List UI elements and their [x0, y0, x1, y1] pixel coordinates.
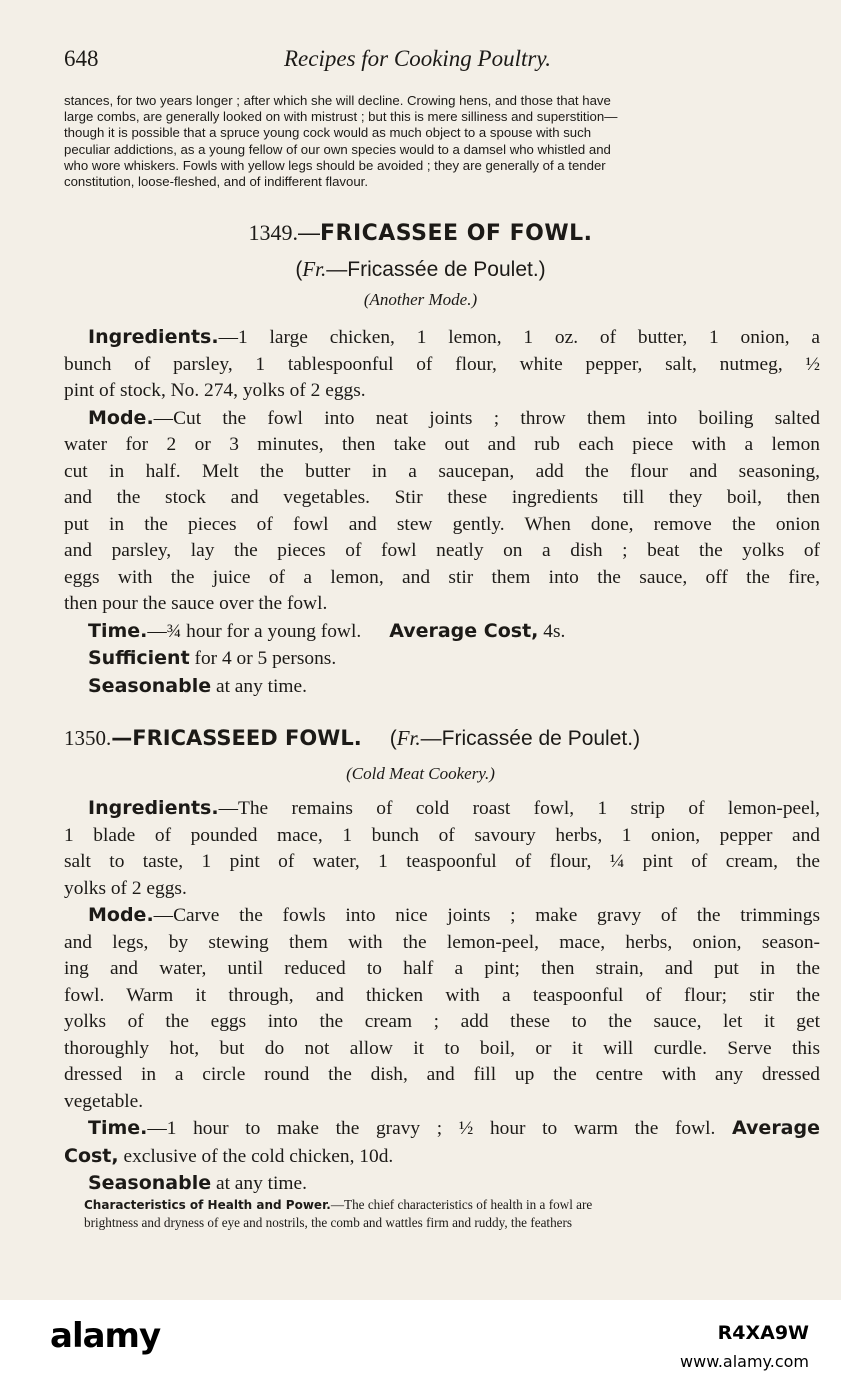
recipe-1350-french-name: (Fr.—Fricassée de Poulet.) [389, 726, 641, 750]
seasonable-line: Seasonable at any time. [88, 674, 307, 697]
cost-line: Cost, exclusive of the cold chicken, 10d. [64, 1144, 394, 1167]
site-url: www.alamy.com [680, 1352, 809, 1371]
running-title: Recipes for Cooking Poultry. [284, 46, 552, 71]
cost-label-2: Cost, [64, 1144, 119, 1167]
french-label: Fr. [302, 257, 327, 281]
mode-line: and parsley, lay the pieces of fowl neatly on a dish ; beat the yolks of [64, 540, 820, 561]
ingredients-label: Ingredients. [88, 326, 219, 348]
cost-label: Average Cost, [389, 619, 539, 642]
note-line: Characteristics of Health and Power.—The chief characteristics of health in a fowl are [84, 1197, 593, 1212]
seasonable-label: Seasonable [88, 1172, 212, 1194]
ingredients-label: Ingredients. [88, 797, 219, 819]
alamy-logo: alamy [50, 1316, 161, 1356]
french-name: —Fricassée de Poulet.) [326, 258, 546, 281]
ingredients-line: yolks of 2 eggs. [64, 877, 187, 899]
mode-line: vegetable. [64, 1090, 144, 1112]
intro-line: who wore whiskers. Fowls with yellow legs should be avoided ; they are generally of a tender [64, 157, 606, 173]
time-line: Time.—1 hour to make the gravy ; ½ hour to warm the fowl. Average [88, 1117, 820, 1139]
mode-label: Mode. [88, 904, 154, 926]
ingredients-line: 1 blade of pounded mace, 1 bunch of savoury herbs, 1 onion, pepper and [64, 824, 820, 846]
ingredients-line: Ingredients.—1 large chicken, 1 lemon, 1 oz. of butter, 1 onion, a [88, 326, 820, 348]
page-number: 648 [64, 46, 99, 71]
mode-line: fowl. Warm it through, and thicken with a teaspoonful of flour; stir the [64, 984, 820, 1006]
cost-label: Average [732, 1117, 820, 1139]
time-label: Time. [88, 619, 148, 642]
recipe-title: —FRICASSEED FOWL. [111, 726, 362, 750]
recipe-title: FRICASSEE OF FOWL. [319, 221, 593, 246]
ingredients-line: salt to taste, 1 pint of water, 1 teaspoonful of flour, ¼ pint of cream, the [64, 851, 820, 872]
mode-line: Mode.—Carve the fowls into nice joints ; make gravy of the trimmings [88, 904, 820, 926]
french-name: —Fricassée de Poulet.) [420, 727, 641, 750]
health-characteristics-note [84, 1196, 824, 1231]
recipe-1350-body [64, 795, 820, 1198]
recipe-dash: — [297, 220, 320, 245]
time-line: Time.—¾ hour for a young fowl. Average Cost, 4s. [88, 619, 566, 642]
mode-line: water for 2 or 3 minutes, then take out and rub each piece with a lemon [64, 434, 820, 455]
mode-line: eggs with the juice of a lemon, and stir them into the sauce, off the fire, [64, 566, 820, 588]
mode-line: and legs, by stewing them with the lemon-peel, mace, herbs, onion, season- [64, 931, 820, 953]
sufficient-label: Sufficient [88, 647, 190, 669]
mode-line: thoroughly hot, but do not allow it to boil, or it will curdle. Serve this [64, 1037, 820, 1059]
recipe-1349-body [64, 324, 820, 700]
time-label: Time. [88, 1117, 148, 1139]
recipe-1350-heading [64, 726, 824, 751]
mode-line: yolks of the eggs into the cream ; add these to the sauce, let it get [64, 1011, 820, 1032]
recipe-number: 1350. [64, 726, 112, 750]
mode-line: dressed in a circle round the dish, and fill up the centre with any dressed [64, 1064, 820, 1085]
mode-line: cut in half. Melt the butter in a saucepan, add the flour and seasoning, [64, 460, 820, 482]
sufficient-line: Sufficient for 4 or 5 persons. [88, 647, 337, 669]
note-label: Characteristics of Health and Power. [84, 1198, 331, 1212]
mode-line: and the stock and vegetables. Stir these ingredients till they boil, then [64, 487, 820, 508]
recipe-number: 1349. [248, 220, 298, 245]
ingredients-line: Ingredients.—The remains of cold roast fowl, 1 strip of lemon-peel, [88, 797, 820, 819]
intro-line: peculiar addictions, as a young fellow of our own species would to a damsel who whistled and [64, 141, 611, 157]
intro-line: large combs, are generally looked on with mistrust ; but this is mere silliness and superstition— [64, 109, 618, 125]
recipe-1349-mode-note: (Another Mode.) [363, 290, 478, 309]
intro-line: though it is possible that a spruce young cock would as much object to a spouse with such [64, 125, 592, 141]
ingredients-line: pint of stock, No. 274, yolks of 2 eggs. [64, 380, 366, 401]
mode-line: ing and water, until reduced to half a pint; then strain, and put in the [64, 958, 820, 979]
mode-line: put in the pieces of fowl and stew gently. When done, remove the onion [64, 513, 820, 535]
image-code: R4XA9W [717, 1322, 809, 1344]
mode-line: then pour the sauce over the fowl. [64, 593, 328, 614]
recipe-1350-mode-note: (Cold Meat Cookery.) [346, 764, 495, 783]
intro-paragraph [64, 93, 820, 190]
recipe-1349-heading [0, 220, 841, 246]
recipe-1349-french-name: (Fr.—Fricassée de Poulet.) [295, 257, 546, 281]
mode-line: Mode.—Cut the fowl into neat joints ; throw them into boiling salted [88, 406, 820, 429]
seasonable-line: Seasonable at any time. [88, 1172, 307, 1194]
ingredients-line: bunch of parsley, 1 tablespoonful of flour, white pepper, salt, nutmeg, ½ [64, 353, 820, 375]
stock-footer [0, 1300, 841, 1390]
note-line: brightness and dryness of eye and nostrils, the comb and wattles firm and ruddy, the feathers [84, 1215, 573, 1230]
intro-line: constitution, loose-fleshed, and of indifferent flavour. [64, 174, 368, 190]
cost-value: 4s. [543, 620, 566, 642]
french-label: Fr. [396, 726, 421, 750]
mode-label: Mode. [88, 406, 154, 429]
intro-line: stances, for two years longer ; after which she will decline. Crowing hens, and those that have [64, 93, 611, 108]
seasonable-label: Seasonable [88, 674, 212, 697]
